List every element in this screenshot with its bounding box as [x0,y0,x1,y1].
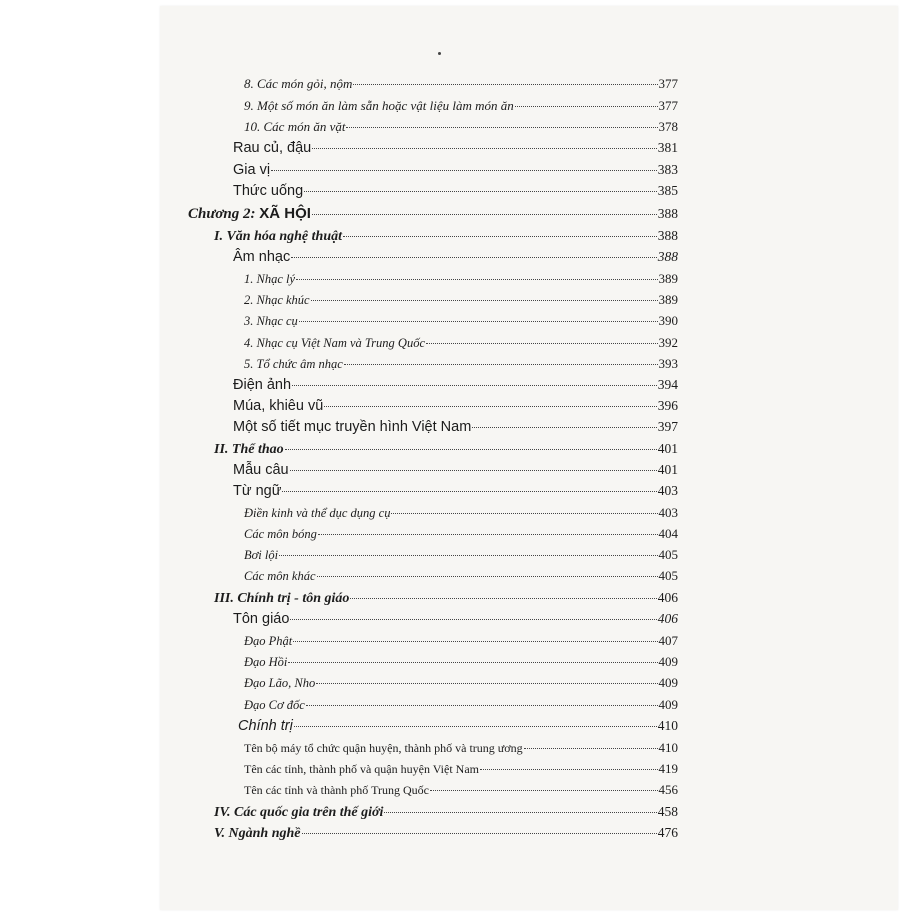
toc-entry-title: Âm nhạc [233,249,291,265]
toc-entry-title: 5. Tổ chức âm nhạc [244,357,343,371]
toc-entry-page: 410 [657,718,678,733]
dot-leader [515,106,658,107]
toc-entry-title: Đạo Lão, Nho [244,676,316,690]
dot-leader [294,726,657,727]
toc-entry [244,98,678,114]
toc-section [214,825,678,842]
dot-leader [304,191,657,192]
toc-entry-page: 406 [657,590,678,605]
toc-entry-title: Tôn giáo [233,611,290,627]
toc-entry [244,761,678,777]
toc-entry-title: Thức uống [233,183,304,199]
toc-entry [244,313,678,329]
toc-entry-title: 10. Các món ăn vặt [244,119,346,134]
chapter-prefix: Chương 2: [188,206,260,222]
toc-entry-title: Các môn khác [244,569,316,583]
dot-leader [306,705,658,706]
toc-entry-page: 393 [658,356,678,371]
toc-entry [244,271,678,287]
toc-entry-page: 392 [658,335,678,350]
toc-entry-page: 389 [658,271,678,286]
toc-entry-page: 419 [658,761,678,776]
chapter-name: XÃ HỘI [259,205,311,222]
toc-section [214,590,678,607]
toc-chapter-title [188,205,311,223]
toc-entry [244,292,678,308]
toc-entry-title: Đạo Hồi [244,655,288,669]
toc-entry [233,162,678,178]
toc-entry-page: 383 [657,162,678,177]
toc-entry-title: 1. Nhạc lý [244,272,296,286]
toc-entry-page: 394 [657,377,678,392]
dot-leader [480,769,658,770]
toc-section [214,441,678,458]
toc-entry [244,526,678,542]
toc-entry [238,718,678,734]
dot-leader [350,598,656,599]
toc-entry-title: Một số tiết mục truyền hình Việt Nam [233,419,472,435]
dot-leader [282,491,656,492]
toc-entry-page: 388 [657,228,678,243]
toc-entry-title: Từ ngữ [233,483,282,499]
toc-entry [233,419,678,435]
toc-entry [233,377,678,393]
dot-leader [316,683,657,684]
toc-entry-title: Đạo Phật [244,634,293,648]
dot-leader [290,619,656,620]
toc-entry-title: Điền kinh và thể dục dụng cụ [244,506,391,520]
dot-leader [318,534,658,535]
toc-entry [233,183,678,199]
toc-entry-page: 409 [658,675,678,690]
toc-entry-title: 4. Nhạc cụ Việt Nam và Trung Quốc [244,336,425,350]
dot-leader [426,343,658,344]
toc-entry [244,76,678,92]
dot-leader [343,236,657,237]
toc-entry-page: 388 [657,249,678,264]
toc-entry-page: 396 [657,398,678,413]
toc-entry [233,462,678,478]
toc-entry-title: Điện ảnh [233,377,292,393]
dot-leader [288,662,657,663]
toc-section-title: III. Chính trị - tôn giáo [214,591,350,606]
toc-entry [244,505,678,521]
toc-entry [244,356,678,372]
dot-leader [317,576,658,577]
toc-entry-page: 378 [658,119,678,134]
toc-entry-page: 407 [658,633,678,648]
toc-entry [233,398,678,414]
dot-leader [292,385,657,386]
toc-entry-title: Gia vị [233,162,271,178]
toc-entry-title: Các môn bóng [244,527,317,541]
toc-entry-page: 404 [658,526,678,541]
toc-entry [244,697,678,713]
dot-leader [299,321,658,322]
toc-entry-page: 409 [658,697,678,712]
toc-entry-page: 381 [657,140,678,155]
toc-entry [244,633,678,649]
toc-entry-title: Tên các tỉnh, thành phố và quận huyện Việt Nam [244,762,479,776]
toc-entry [244,654,678,670]
dot-leader [293,641,657,642]
toc-entry-page: 389 [658,292,678,307]
dot-leader [312,148,657,149]
toc-entry [233,249,678,265]
toc-entry [233,140,678,156]
dot-leader [344,364,658,365]
dot-leader [430,790,658,791]
dot-leader [472,427,656,428]
dot-leader [524,748,658,749]
dot-leader [291,257,657,258]
toc-section [214,804,678,821]
toc-entry-title: Múa, khiêu vũ [233,398,324,414]
toc-entry-page: 476 [657,825,678,840]
toc-entry [244,119,678,135]
toc-entry-page: 388 [657,206,678,221]
toc-entry-title: 8. Các món gỏi, nộm [244,76,353,91]
dot-leader [346,127,657,128]
toc-entry-page: 406 [657,611,678,626]
toc-entry [244,335,678,351]
toc-entry [233,483,678,499]
toc-entry-title: Rau củ, đậu [233,140,312,156]
toc-entry-title: Đạo Cơ đốc [244,698,305,712]
toc-entry-page: 401 [657,462,678,477]
toc-entry [244,568,678,584]
toc-entry-page: 409 [658,654,678,669]
dot-leader [324,406,656,407]
dot-leader [312,214,657,215]
toc-entry-page: 403 [658,505,678,520]
toc-entry-page: 385 [657,183,678,198]
toc-entry-page: 405 [658,547,678,562]
dot-leader [311,300,658,301]
toc-entry-page: 377 [658,76,678,91]
toc-section-title: I. Văn hóa nghệ thuật [214,229,342,244]
toc-entry-title: Bơi lội [244,548,279,562]
toc-section-title: V. Ngành nghề [214,826,301,841]
toc-entry [233,611,678,627]
toc-section-title: IV. Các quốc gia trên thế giới [214,805,384,820]
dot-leader [391,513,657,514]
toc-entry-title: 3. Nhạc cụ [244,314,298,328]
dot-leader [271,170,657,171]
toc-section-title: II. Thể thao [214,442,284,457]
dot-leader [296,279,657,280]
dot-leader [279,555,657,556]
dot-leader [290,470,657,471]
toc-entry-page: 397 [657,419,678,434]
toc-entry [244,675,678,691]
toc-chapter [188,205,678,223]
toc-entry [244,740,678,756]
dot-leader [285,449,657,450]
toc-entry-page: 377 [658,98,678,113]
toc-entry-title: 9. Một số món ăn làm sẵn hoặc vật liệu làm món ăn [244,98,514,113]
toc-entry-title: Mẫu câu [233,462,289,478]
toc-entry-page: 410 [658,740,678,755]
toc-entry-title: Chính trị [238,718,293,734]
dot-leader [302,833,657,834]
toc-entry-page: 401 [657,441,678,456]
toc-entry [244,782,678,798]
dot-leader [353,84,657,85]
toc-entry-title: Tên các tỉnh và thành phố Trung Quốc [244,783,429,797]
toc-entry [244,547,678,563]
toc-entry-page: 405 [658,568,678,583]
toc-entry-page: 390 [658,313,678,328]
toc-entry-title: Tên bộ máy tổ chức quận huyện, thành phố và trung ương [244,741,523,755]
toc-section [214,228,678,245]
toc-entry-page: 458 [657,804,678,819]
toc-entry-page: 456 [658,782,678,797]
dot-leader [384,812,656,813]
toc-entry-title: 2. Nhạc khúc [244,293,310,307]
toc-entry-page: 403 [657,483,678,498]
